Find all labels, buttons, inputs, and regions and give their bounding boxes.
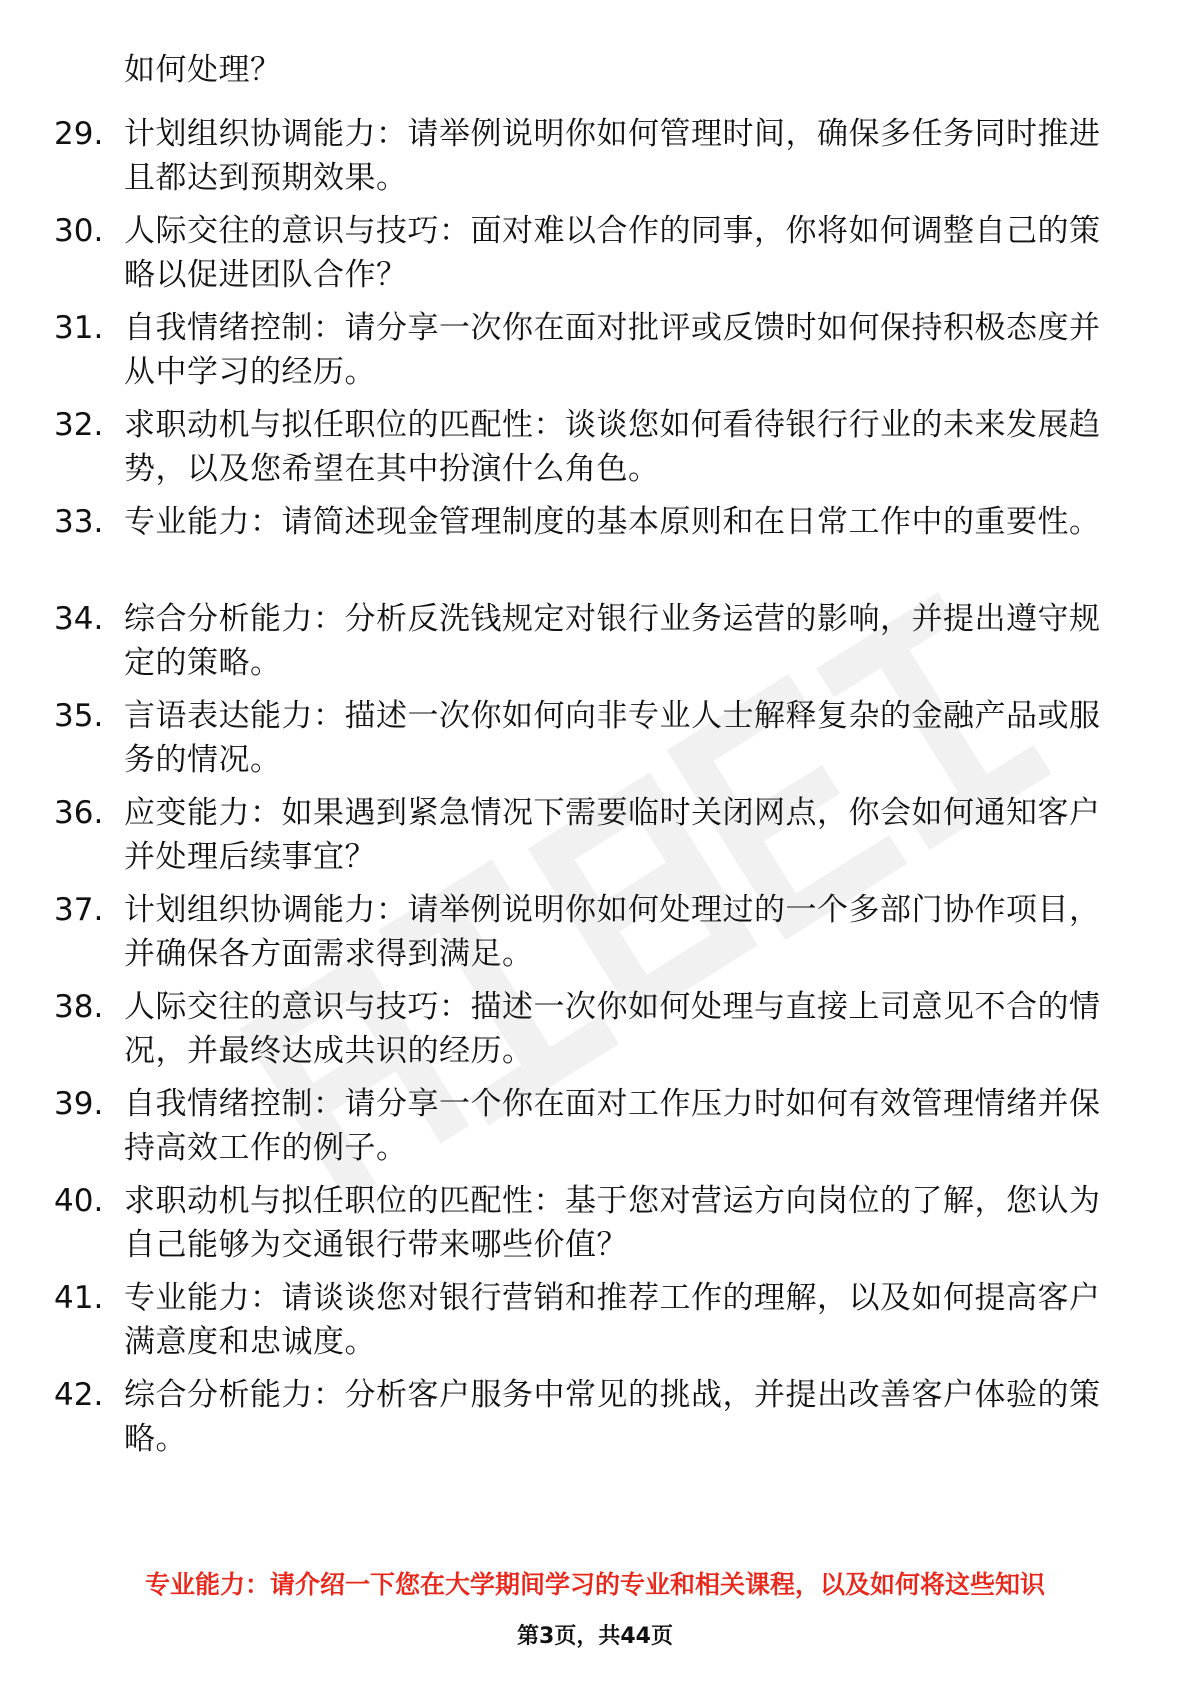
question-item bbox=[0, 209, 1190, 306]
question-item bbox=[0, 791, 1190, 888]
question-item bbox=[0, 1082, 1190, 1179]
question-number: 33. bbox=[54, 504, 104, 540]
question-number: 40. bbox=[54, 1183, 104, 1219]
question-number: 37. bbox=[54, 892, 104, 928]
question-text: 专业能力：请简述现金管理制度的基本原则和在日常工作中的重要性。 bbox=[124, 504, 1101, 540]
question-item bbox=[0, 1179, 1190, 1276]
question-text: 应变能力：如果遇到紧急情况下需要临时关闭网点，你会如何通知客户并处理后续事宜？ bbox=[124, 795, 1101, 875]
question-text: 综合分析能力：分析反洗钱规定对银行业务运营的影响，并提出遵守规定的策略。 bbox=[124, 601, 1101, 681]
question-number: 39. bbox=[54, 1086, 104, 1122]
continuation-text: 如何处理？ bbox=[124, 52, 282, 88]
question-number: 32. bbox=[54, 407, 104, 443]
question-list bbox=[0, 112, 1190, 1470]
question-number: 29. bbox=[54, 116, 104, 152]
question-number: 38. bbox=[54, 989, 104, 1025]
question-number: 42. bbox=[54, 1377, 104, 1413]
question-text: 专业能力：请谈谈您对银行营销和推荐工作的理解，以及如何提高客户满意度和忠诚度。 bbox=[124, 1280, 1101, 1360]
question-number: 34. bbox=[54, 601, 104, 637]
page-footer: 第3页，共44页 bbox=[517, 1624, 673, 1649]
question-item bbox=[0, 403, 1190, 500]
question-item bbox=[0, 985, 1190, 1082]
question-text: 求职动机与拟任职位的匹配性：基于您对营运方向岗位的了解，您认为自己能够为交通银行带来哪些价值？ bbox=[124, 1183, 1101, 1263]
question-item bbox=[0, 112, 1190, 209]
question-text: 求职动机与拟任职位的匹配性：谈谈您如何看待银行行业的未来发展趋势，以及您希望在其中扮演什么角色。 bbox=[124, 407, 1101, 487]
question-item bbox=[0, 694, 1190, 791]
question-text: 自我情绪控制：请分享一次你在面对批评或反馈时如何保持积极态度并从中学习的经历。 bbox=[124, 310, 1101, 390]
question-item bbox=[0, 888, 1190, 985]
question-item bbox=[0, 500, 1190, 597]
question-number: 41. bbox=[54, 1280, 104, 1316]
question-number: 35. bbox=[54, 698, 104, 734]
question-text: 自我情绪控制：请分享一个你在面对工作压力时如何有效管理情绪并保持高效工作的例子。 bbox=[124, 1086, 1101, 1166]
question-number: 30. bbox=[54, 213, 104, 249]
question-item bbox=[0, 597, 1190, 694]
question-text: 计划组织协调能力：请举例说明你如何管理时间，确保多任务同时推进且都达到预期效果。 bbox=[124, 116, 1101, 196]
question-text: 言语表达能力：描述一次你如何向非专业人士解释复杂的金融产品或服务的情况。 bbox=[124, 698, 1101, 778]
highlight-question: 专业能力：请介绍一下您在大学期间学习的专业和相关课程，以及如何将这些知识 bbox=[144, 1570, 1045, 1599]
question-item bbox=[0, 1276, 1190, 1373]
question-text: 人际交往的意识与技巧：面对难以合作的同事，你将如何调整自己的策略以促进团队合作？ bbox=[124, 213, 1101, 293]
question-text: 综合分析能力：分析客户服务中常见的挑战，并提出改善客户体验的策略。 bbox=[124, 1377, 1101, 1457]
question-text: 计划组织协调能力：请举例说明你如何处理过的一个多部门协作项目，并确保各方面需求得到满足。 bbox=[124, 892, 1101, 972]
question-item bbox=[0, 306, 1190, 403]
question-item bbox=[0, 1373, 1190, 1470]
question-text: 人际交往的意识与技巧：描述一次你如何处理与直接上司意见不合的情况，并最终达成共识的经历。 bbox=[124, 989, 1101, 1069]
question-number: 31. bbox=[54, 310, 104, 346]
question-number: 36. bbox=[54, 795, 104, 831]
